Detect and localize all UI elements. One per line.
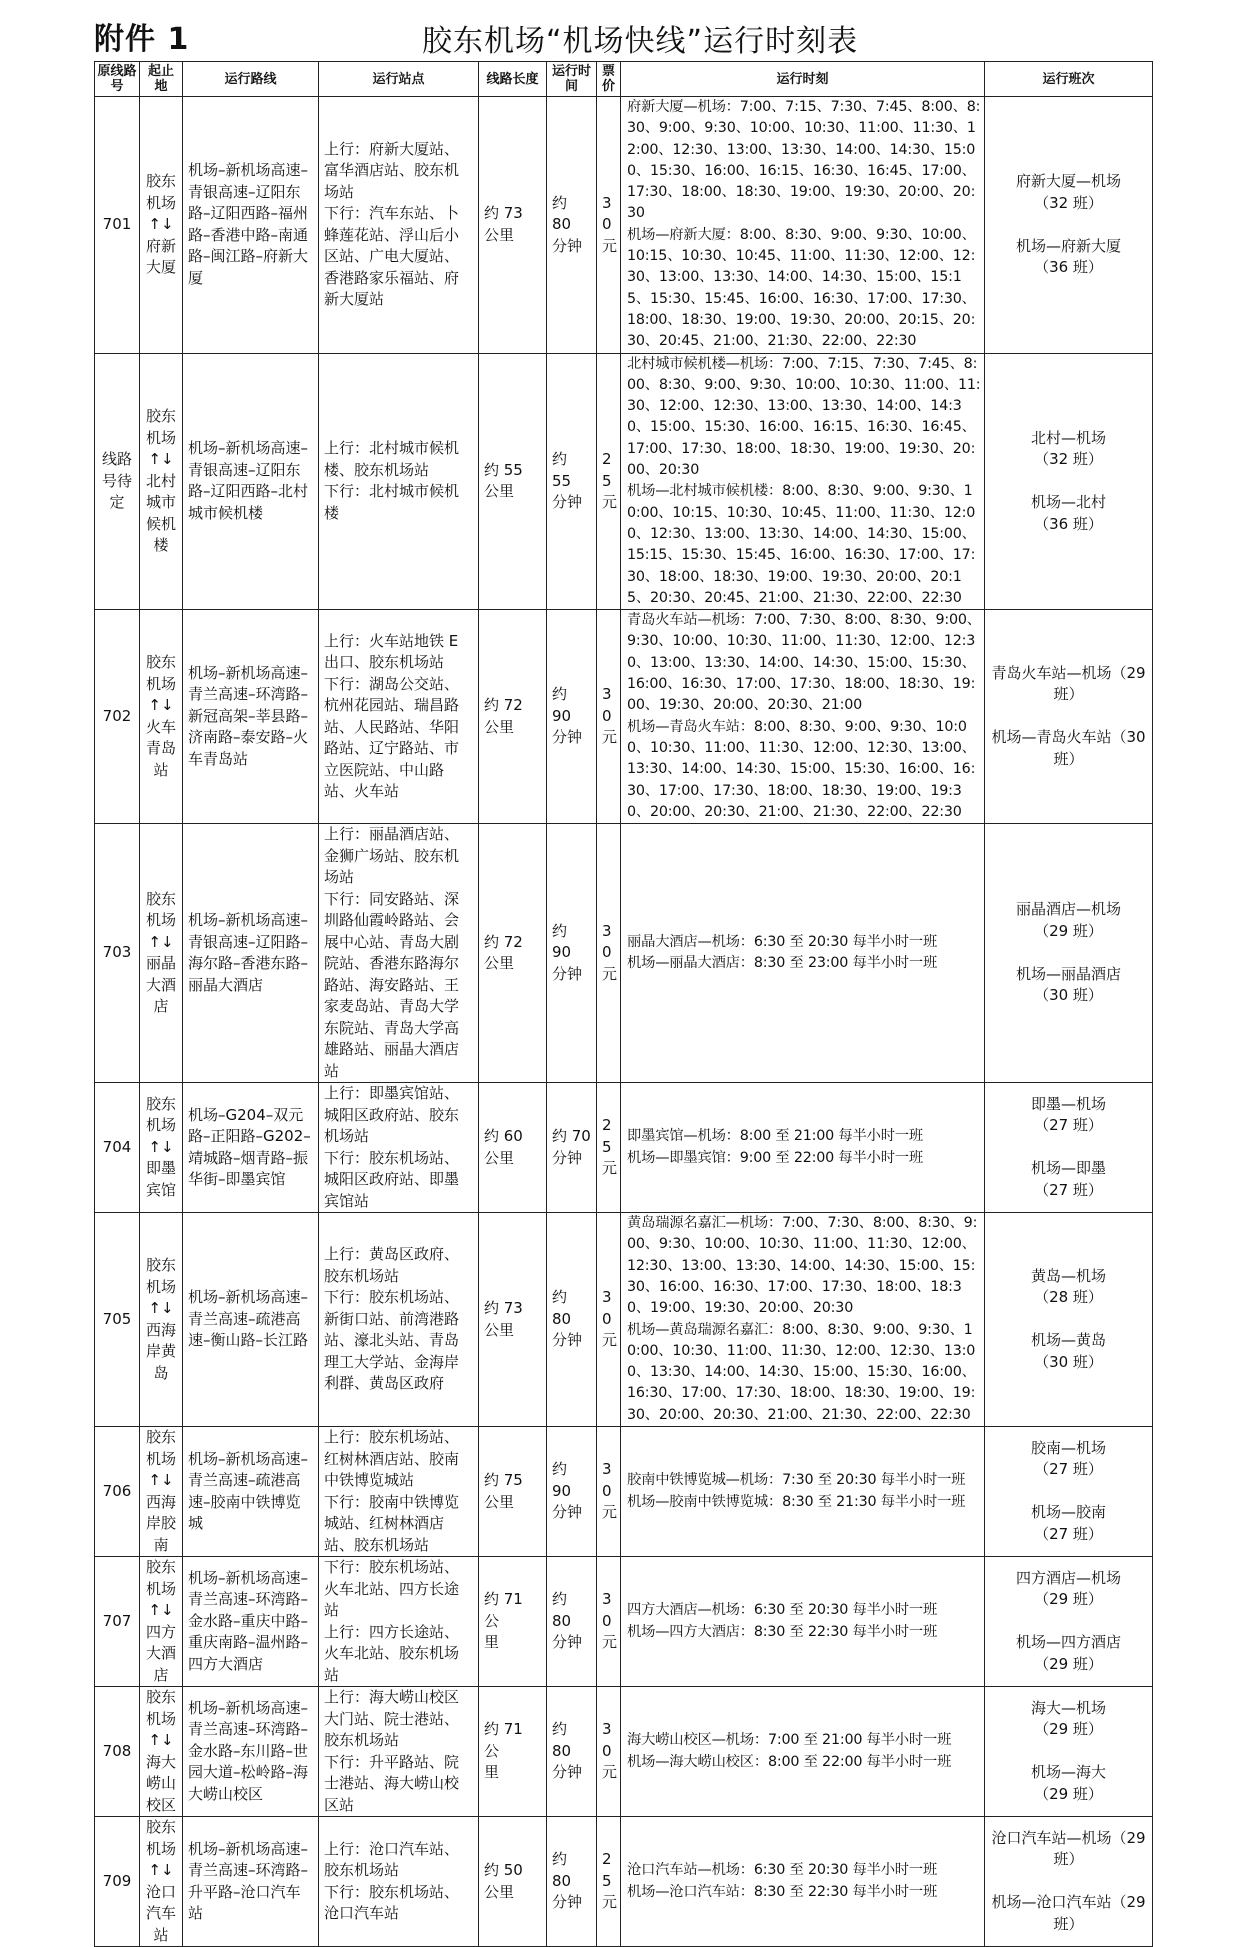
route-cell: 机场–新机场高速–青兰高速–疏港高速–胶南中铁博览城 [183,1427,319,1557]
col-header-fare: 票价 [597,62,621,97]
col-header-timetable: 运行时刻 [621,62,985,97]
duration-cell: 约 55 分钟 [547,353,597,610]
timetable-cell: 北村城市候机楼—机场：7:00、7:15、7:30、7:45、8:00、8:30、9:00、9:30、10:00、10:30、11:00、11:30、12:00、12:30、13:00、13:30、14:00、14:30、15:00、15:30、16:00、16:15、16:30、16:45、17:00、17:30、18:00、18:30、19:00、19:30、20:00、20:30 机场—北村城市候机楼：8:00、8:30、9:00、9:30、10:00、10:15、10:30、10:45、11:00、11:30、12:00、12:30、13:00、13:30、14:00、14:30、15:00、15:15、15:30、15:45、16:00、16:30、17:00、17:30、18:00、18:30、19:00、19:30、20:00、20:15、20:30、20:45、21:00、21:30、22:00、22:30 [621,353,985,610]
endpoints-cell: 胶东 机场 ↑↓ 府新 大厦 [140,97,183,354]
runs-cell: 即墨—机场 （27 班） 机场—即墨 （27 班） [985,1083,1153,1213]
col-header-stops: 运行站点 [319,62,479,97]
line-number-cell: 线路 号待 定 [95,353,140,610]
stops-cell: 上行：胶东机场站、红树林酒店站、胶南中铁博览城站 下行：胶南中铁博览城站、红树林酒店站、胶东机场站 [319,1427,479,1557]
timetable-cell: 丽晶大酒店—机场：6:30 至 20:30 每半小时一班 机场—丽晶大酒店：8:30 至 23:00 每半小时一班 [621,824,985,1083]
table-row [95,97,1153,354]
col-header-runs: 运行班次 [985,62,1153,97]
table-row [95,353,1153,610]
route-cell: 机场–新机场高速–青兰高速–环湾路–金水路–重庆中路–重庆南路–温州路–四方大酒店 [183,1557,319,1687]
stops-cell: 下行：胶东机场站、火车北站、四方长途站 上行：四方长途站、火车北站、胶东机场站 [319,1557,479,1687]
length-cell: 约 71 公 里 [479,1557,547,1687]
stops-cell: 上行：黄岛区政府、胶东机场站 下行：胶东机场站、新街口站、前湾港路站、濠北头站、青岛理工大学站、金海岸利群、黄岛区政府 [319,1213,479,1427]
stops-cell: 上行：丽晶酒店站、金狮广场站、胶东机场站 下行：同安路站、深圳路仙霞岭路站、会展中心站、青岛大剧院站、香港东路海尔路站、海安路站、王家麦岛站、青岛大学东院站、青岛大学高雄路站、丽晶大酒店站 [319,824,479,1083]
duration-cell: 约 80 分钟 [547,1213,597,1427]
table-row [95,824,1153,1083]
length-cell: 约 72 公里 [479,610,547,824]
stops-cell: 上行：即墨宾馆站、城阳区政府站、胶东机场站 下行：胶东机场站、城阳区政府站、即墨宾馆站 [319,1083,479,1213]
duration-cell: 约 90 分钟 [547,1427,597,1557]
line-number-cell: 701 [95,97,140,354]
runs-cell: 北村—机场 （32 班） 机场—北村 （36 班） [985,353,1153,610]
table-row [95,1083,1153,1213]
length-cell: 约 55 公里 [479,353,547,610]
page-title: 胶东机场“机场快线”运行时刻表 [422,24,859,59]
fare-cell: 30 元 [597,824,621,1083]
route-cell: 机场–新机场高速–青兰高速–疏港高速–衡山路–长江路 [183,1213,319,1427]
stops-cell: 上行：火车站地铁 E 出口、胶东机场站 下行：湖岛公交站、杭州花园站、瑞昌路站、人民路站、华阳路站、辽宁路站、市立医院站、中山路站、火车站 [319,610,479,824]
timetable-cell: 黄岛瑞源名嘉汇—机场：7:00、7:30、8:00、8:30、9:00、9:30、10:00、10:30、11:00、11:30、12:00、12:30、13:00、13:30、14:00、14:30、15:00、15:30、16:00、16:30、17:00、17:30、18:00、18:30、19:00、19:30、20:00、20:30 机场—黄岛瑞源名嘉汇：8:00、8:30、9:00、9:30、10:00、10:30、11:00、11:30、12:00、12:30、13:00、13:30、14:00、14:30、15:00、15:30、16:00、16:30、17:00、17:30、18:00、18:30、19:00、19:30、20:00、20:30、21:00、21:30、22:00、22:30 [621,1213,985,1427]
fare-cell: 25 元 [597,1817,621,1947]
timetable-table [94,61,1153,1947]
col-header-endpoints: 起止地 [140,62,183,97]
duration-cell: 约 70 分钟 [547,1083,597,1213]
runs-cell: 黄岛—机场 （28 班） 机场—黄岛 （30 班） [985,1213,1153,1427]
endpoints-cell: 胶东 机场 ↑↓ 西海 岸胶 南 [140,1427,183,1557]
fare-cell: 30 元 [597,1213,621,1427]
table-row [95,610,1153,824]
endpoints-cell: 胶东 机场 ↑↓ 丽晶 大酒 店 [140,824,183,1083]
table-row [95,1817,1153,1947]
timetable-cell: 胶南中铁博览城—机场：7:30 至 20:30 每半小时一班 机场—胶南中铁博览城：8:30 至 21:30 每半小时一班 [621,1427,985,1557]
route-cell: 机场–新机场高速–青兰高速–环湾路–新冠高架–莘县路–济南路–泰安路–火车青岛站 [183,610,319,824]
line-number-cell: 708 [95,1687,140,1817]
duration-cell: 约 90 分钟 [547,824,597,1083]
duration-cell: 约 90 分钟 [547,610,597,824]
timetable-cell: 四方大酒店—机场：6:30 至 20:30 每半小时一班 机场—四方大酒店：8:30 至 22:30 每半小时一班 [621,1557,985,1687]
endpoints-cell: 胶东 机场 ↑↓ 即墨 宾馆 [140,1083,183,1213]
route-cell: 机场–G204–双元路–正阳路–G202–靖城路–烟青路–振华街–即墨宾馆 [183,1083,319,1213]
table-row [95,1557,1153,1687]
line-number-cell: 706 [95,1427,140,1557]
length-cell: 约 71 公 里 [479,1687,547,1817]
route-cell: 机场–新机场高速–青银高速–辽阳东路–辽阳西路–北村城市候机楼 [183,353,319,610]
col-header-duration: 运行时间 [547,62,597,97]
length-cell: 约 60 公里 [479,1083,547,1213]
line-number-cell: 705 [95,1213,140,1427]
route-cell: 机场–新机场高速–青兰高速–环湾路–金水路–东川路–世园大道–松岭路–海大崂山校区 [183,1687,319,1817]
col-header-length: 线路长度 [479,62,547,97]
fare-cell: 30 元 [597,1557,621,1687]
fare-cell: 30 元 [597,1427,621,1557]
endpoints-cell: 胶东 机场 ↑↓ 海大 崂山 校区 [140,1687,183,1817]
stops-cell: 上行：海大崂山校区大门站、院士港站、胶东机场站 下行：升平路站、院士港站、海大崂山校区站 [319,1687,479,1817]
endpoints-cell: 胶东 机场 ↑↓ 火车 青岛 站 [140,610,183,824]
length-cell: 约 73 公里 [479,97,547,354]
table-row [95,1213,1153,1427]
endpoints-cell: 胶东 机场 ↑↓ 沧口 汽车 站 [140,1817,183,1947]
duration-cell: 约 80 分钟 [547,1817,597,1947]
length-cell: 约 50 公里 [479,1817,547,1947]
header-row [95,62,1153,97]
endpoints-cell: 胶东 机场 ↑↓ 北村 城市 候机 楼 [140,353,183,610]
attachment-label: 附件 1 [94,22,190,57]
stops-cell: 上行：沧口汽车站、胶东机场站 下行：胶东机场站、沧口汽车站 [319,1817,479,1947]
table-row [95,1687,1153,1817]
fare-cell: 25 元 [597,1083,621,1213]
timetable-cell: 即墨宾馆—机场：8:00 至 21:00 每半小时一班 机场—即墨宾馆：9:00 至 22:00 每半小时一班 [621,1083,985,1213]
runs-cell: 沧口汽车站—机场（29 班） 机场—沧口汽车站（29 班） [985,1817,1153,1947]
length-cell: 约 72 公里 [479,824,547,1083]
stops-cell: 上行：北村城市候机楼、胶东机场站 下行：北村城市候机楼 [319,353,479,610]
endpoints-cell: 胶东 机场 ↑↓ 西海 岸黄 岛 [140,1213,183,1427]
runs-cell: 海大—机场 （29 班） 机场—海大 （29 班） [985,1687,1153,1817]
length-cell: 约 73 公里 [479,1213,547,1427]
runs-cell: 府新大厦—机场 （32 班） 机场—府新大厦 （36 班） [985,97,1153,354]
duration-cell: 约 80 分钟 [547,97,597,354]
route-cell: 机场–新机场高速–青兰高速–环湾路–升平路–沧口汽车站 [183,1817,319,1947]
stops-cell: 上行：府新大厦站、富华酒店站、胶东机场站 下行：汽车东站、卜蜂莲花站、浮山后小区站、广电大厦站、香港路家乐福站、府新大厦站 [319,97,479,354]
runs-cell: 四方酒店—机场 （29 班） 机场—四方酒店 （29 班） [985,1557,1153,1687]
col-header-route: 运行路线 [183,62,319,97]
runs-cell: 丽晶酒店—机场 （29 班） 机场—丽晶酒店 （30 班） [985,824,1153,1083]
col-header-line-number: 原线路号 [95,62,140,97]
timetable-cell: 沧口汽车站—机场：6:30 至 20:30 每半小时一班 机场—沧口汽车站：8:30 至 22:30 每半小时一班 [621,1817,985,1947]
line-number-cell: 702 [95,610,140,824]
runs-cell: 胶南—机场 （27 班） 机场—胶南 （27 班） [985,1427,1153,1557]
line-number-cell: 709 [95,1817,140,1947]
line-number-cell: 704 [95,1083,140,1213]
line-number-cell: 703 [95,824,140,1083]
line-number-cell: 707 [95,1557,140,1687]
route-cell: 机场–新机场高速–青银高速–辽阳东路–辽阳西路–福州路–香港中路–南通路–闽江路–府新大厦 [183,97,319,354]
duration-cell: 约 80 分钟 [547,1687,597,1817]
fare-cell: 30 元 [597,97,621,354]
fare-cell: 30 元 [597,1687,621,1817]
route-cell: 机场–新机场高速–青银高速–辽阳路–海尔路–香港东路–丽晶大酒店 [183,824,319,1083]
fare-cell: 30 元 [597,610,621,824]
timetable-cell: 青岛火车站—机场：7:00、7:30、8:00、8:30、9:00、9:30、10:00、10:30、11:00、11:30、12:00、12:30、13:00、13:30、14:00、14:30、15:00、15:30、16:00、16:30、17:00、17:30、18:00、18:30、19:00、19:30、20:00、20:30、21:00 机场—青岛火车站：8:00、8:30、9:00、9:30、10:00、10:30、11:00、11:30、12:00、12:30、13:00、13:30、14:00、14:30、15:00、15:30、16:00、16:30、17:00、17:30、18:00、18:30、19:00、19:30、20:00、20:30、21:00、21:30、22:00、22:30 [621,610,985,824]
runs-cell: 青岛火车站—机场（29 班） 机场—青岛火车站（30 班） [985,610,1153,824]
endpoints-cell: 胶东 机场 ↑↓ 四方 大酒 店 [140,1557,183,1687]
timetable-cell: 府新大厦—机场：7:00、7:15、7:30、7:45、8:00、8:30、9:00、9:30、10:00、10:30、11:00、11:30、12:00、12:30、13:00、13:30、14:00、14:30、15:00、15:30、16:00、16:15、16:30、16:45、17:00、17:30、18:00、18:30、19:00、19:30、20:00、20:30 机场—府新大厦：8:00、8:30、9:00、9:30、10:00、10:15、10:30、10:45、11:00、11:30、12:00、12:30、13:00、13:30、14:00、14:30、15:00、15:15、15:30、15:45、16:00、16:30、17:00、17:30、18:00、18:30、19:00、19:30、20:00、20:15、20:30、20:45、21:00、21:30、22:00、22:30 [621,97,985,354]
fare-cell: 25 元 [597,353,621,610]
length-cell: 约 75 公里 [479,1427,547,1557]
timetable-cell: 海大崂山校区—机场：7:00 至 21:00 每半小时一班 机场—海大崂山校区：8:00 至 22:00 每半小时一班 [621,1687,985,1817]
duration-cell: 约 80 分钟 [547,1557,597,1687]
table-row [95,1427,1153,1557]
